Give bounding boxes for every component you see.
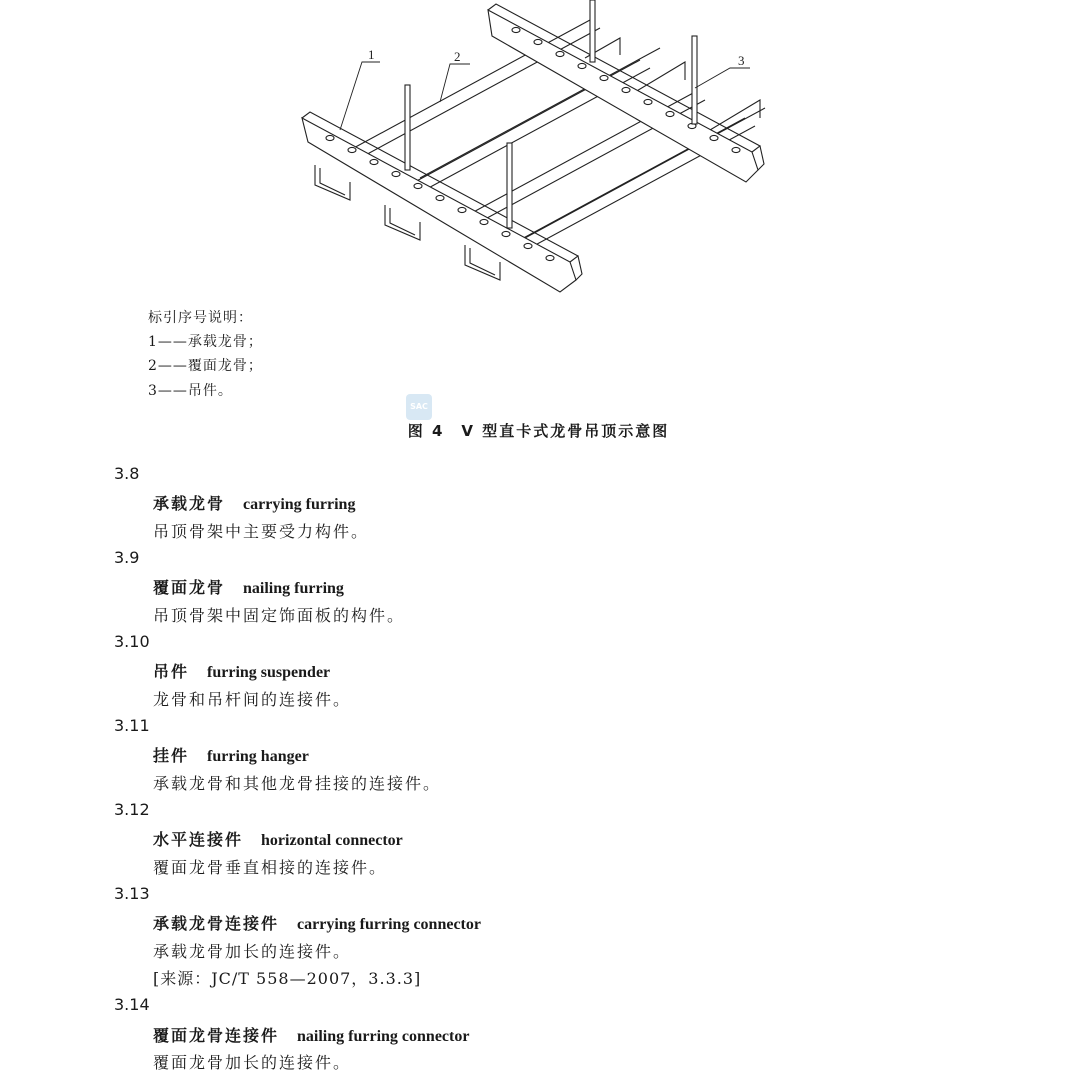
term-number: 3.14 <box>114 995 150 1014</box>
term-definition: 覆面龙骨加长的连接件。 <box>153 1053 352 1072</box>
term-definition: 承载龙骨和其他龙骨挂接的连接件。 <box>153 774 442 793</box>
legend-item-2: 2——覆面龙骨； <box>148 358 263 374</box>
term-source: [来源：JC/T 558—2007，3.3.3] <box>153 969 422 988</box>
term-number: 3.9 <box>114 548 140 567</box>
term-title <box>153 911 481 934</box>
legend-item-1: 1——承载龙骨； <box>148 334 263 350</box>
term-title-en: carrying furring connector <box>297 916 481 933</box>
term-title-zh: 挂件 <box>153 746 190 765</box>
term-title-en: furring suspender <box>207 664 331 681</box>
front-carrying-bar <box>302 112 582 292</box>
term-title-en: carrying furring <box>243 496 356 513</box>
term-title <box>153 575 344 598</box>
legend-item-3: 3——吊件。 <box>148 383 233 399</box>
ceiling-diagram <box>290 0 770 300</box>
term-number: 3.10 <box>114 632 150 651</box>
figure-caption: 图 4 V 型直卡式龙骨吊顶示意图 <box>407 422 670 440</box>
term-title-zh: 覆面龙骨连接件 <box>153 1026 280 1045</box>
term-title <box>153 1023 469 1046</box>
back-carrying-bar <box>488 4 764 182</box>
term-title-en: horizontal connector <box>261 832 403 849</box>
term-definition: 龙骨和吊杆间的连接件。 <box>153 690 352 709</box>
term-title-en: furring hanger <box>207 748 309 765</box>
term-title <box>153 827 403 850</box>
sac-watermark: SAC <box>406 394 432 420</box>
term-number: 3.8 <box>114 464 140 483</box>
term-title-zh: 吊件 <box>153 662 190 681</box>
callout-2: 2 <box>454 49 461 64</box>
term-title <box>153 659 330 682</box>
term-definition: 覆面龙骨垂直相接的连接件。 <box>153 858 388 877</box>
term-definition: 吊顶骨架中主要受力构件。 <box>153 522 370 541</box>
term-title-en: nailing furring connector <box>297 1028 470 1045</box>
term-title-en: nailing furring <box>243 580 344 597</box>
term-number: 3.13 <box>114 884 150 903</box>
callout-3: 3 <box>738 53 745 68</box>
term-number: 3.11 <box>114 716 150 735</box>
term-definition: 吊顶骨架中固定饰面板的构件。 <box>153 606 406 625</box>
term-title-zh: 承载龙骨连接件 <box>153 914 280 933</box>
term-definition: 承载龙骨加长的连接件。 <box>153 942 352 961</box>
term-title-zh: 水平连接件 <box>153 830 244 849</box>
term-title-zh: 覆面龙骨 <box>153 578 226 597</box>
legend-title: 标引序号说明： <box>148 310 253 326</box>
term-title-zh: 承载龙骨 <box>153 494 226 513</box>
term-title <box>153 491 355 514</box>
callout-1: 1 <box>368 47 375 62</box>
term-number: 3.12 <box>114 800 150 819</box>
term-title <box>153 743 309 766</box>
